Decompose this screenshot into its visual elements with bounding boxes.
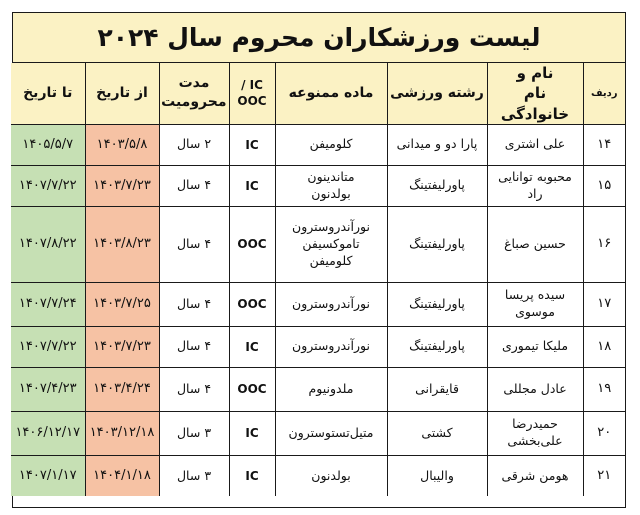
from-date-cell: ۱۴۰۳/۷/۲۳: [85, 326, 159, 367]
sport-cell: پاورلیفتینگ: [387, 282, 487, 326]
substance-cell-line: نورآندروسترون: [292, 295, 370, 311]
from-date-cell: ۱۴۰۳/۸/۲۳: [85, 206, 159, 282]
header-name-line-1: نام و: [516, 64, 554, 82]
substance-cell-line: بولدنون: [311, 467, 351, 483]
athlete-name-cell-line: حسین صباغ: [504, 235, 566, 251]
table-row: [11, 411, 625, 455]
table-row: [11, 326, 625, 367]
ban-duration-cell: ۴ سال: [159, 206, 229, 282]
ban-duration-cell: ۴ سال: [159, 326, 229, 367]
substance-cell: [275, 411, 387, 455]
table-row: [11, 282, 625, 326]
row-number-cell: ۱۷: [583, 282, 625, 326]
substance-cell: [275, 367, 387, 411]
header-duration-line-2: محرومیت: [161, 94, 227, 111]
substance-cell-line: نورآندروسترون: [292, 338, 370, 354]
to-date-cell: ۱۴۰۷/۴/۲۳: [11, 367, 85, 411]
substance-cell-line: نورآندروسترون: [292, 218, 370, 234]
athlete-name-cell-line: راد: [527, 185, 543, 201]
header-ic-ooc-line-2: OOC: [237, 94, 267, 109]
to-date-cell: ۱۴۰۷/۱/۱۷: [11, 455, 85, 496]
ban-duration-cell: ۴ سال: [159, 282, 229, 326]
athlete-name-cell: [487, 326, 583, 367]
row-number-cell: ۱۴: [583, 124, 625, 165]
athlete-name-cell: [487, 411, 583, 455]
substance-cell-line: کلومیفن: [309, 252, 353, 268]
substance-cell-line: ملدونیوم: [308, 380, 354, 396]
ic-ooc-cell: IC: [229, 165, 275, 206]
to-date-cell: ۱۴۰۷/۸/۲۲: [11, 206, 85, 282]
sport-cell: پاورلیفتینگ: [387, 326, 487, 367]
sport-cell: والیبال: [387, 455, 487, 496]
substance-cell-line: متاندینون: [307, 168, 355, 184]
ic-ooc-cell: IC: [229, 455, 275, 496]
substance-cell: [275, 124, 387, 165]
substance-cell: [275, 165, 387, 206]
athlete-name-cell: [487, 367, 583, 411]
ban-duration-cell: ۳ سال: [159, 455, 229, 496]
ic-ooc-cell: IC: [229, 411, 275, 455]
athlete-name-cell: [487, 206, 583, 282]
athlete-name-cell-line: محبوبه توانایی: [498, 168, 572, 184]
header-from-date: از تاریخ: [85, 63, 159, 124]
athlete-name-cell-line: علی‌بخشی: [507, 433, 563, 449]
athlete-name-cell-line: حمیدرضا: [512, 416, 558, 432]
ban-duration-cell: ۴ سال: [159, 367, 229, 411]
header-row: [11, 63, 625, 124]
athlete-name-cell-line: هومن شرقی: [501, 467, 569, 483]
substance-cell-line: کلومیفن: [309, 136, 353, 152]
sport-cell: پارا دو و میدانی: [387, 124, 487, 165]
athlete-name-cell: [487, 282, 583, 326]
row-number-cell: ۱۶: [583, 206, 625, 282]
header-to-date: تا تاریخ: [11, 63, 85, 124]
substance-cell-line: تاموکسیفن: [302, 235, 360, 251]
header-duration: [159, 63, 229, 124]
row-number-cell: ۱۹: [583, 367, 625, 411]
athlete-name-cell-line: ملیکا تیموری: [501, 338, 569, 354]
row-number-cell: ۲۰: [583, 411, 625, 455]
header-ic-ooc: [229, 63, 275, 124]
athlete-name-cell: [487, 165, 583, 206]
header-name-line-2: نام خانوادگی: [500, 84, 570, 123]
table-row: [11, 206, 625, 282]
banned-athletes-table: [11, 63, 625, 496]
ic-ooc-cell: IC: [229, 124, 275, 165]
substance-cell: [275, 455, 387, 496]
table-body: [11, 124, 625, 496]
sport-cell: کشتی: [387, 411, 487, 455]
sport-cell: قایقرانی: [387, 367, 487, 411]
ic-ooc-cell: IC: [229, 326, 275, 367]
ic-ooc-cell: OOC: [229, 206, 275, 282]
to-date-cell: ۱۴۰۷/۷/۲۲: [11, 165, 85, 206]
row-number-cell: ۱۵: [583, 165, 625, 206]
header-substance: ماده ممنوعه: [275, 63, 387, 124]
ban-duration-cell: ۲ سال: [159, 124, 229, 165]
athlete-name-cell: [487, 455, 583, 496]
from-date-cell: ۱۴۰۳/۵/۸: [85, 124, 159, 165]
ic-ooc-cell: OOC: [229, 367, 275, 411]
ban-duration-cell: ۳ سال: [159, 411, 229, 455]
from-date-cell: ۱۴۰۳/۷/۲۵: [85, 282, 159, 326]
athlete-name-cell-line: سیده پریسا: [504, 287, 566, 303]
athlete-name-cell-line: موسوی: [515, 304, 555, 320]
from-date-cell: ۱۴۰۳/۱۲/۱۸: [85, 411, 159, 455]
to-date-cell: ۱۴۰۷/۷/۲۴: [11, 282, 85, 326]
substance-cell-line: بولدنون: [311, 185, 351, 201]
ic-ooc-cell: OOC: [229, 282, 275, 326]
banned-athletes-table-frame: [12, 12, 626, 508]
athlete-name-cell-line: عادل مجللی: [503, 380, 567, 396]
from-date-cell: ۱۴۰۳/۷/۲۳: [85, 165, 159, 206]
header-sport: رشته ورزشی: [387, 63, 487, 124]
from-date-cell: ۱۴۰۳/۴/۲۴: [85, 367, 159, 411]
athlete-name-cell-line: علی اشتری: [504, 136, 566, 152]
sport-cell: پاورلیفتینگ: [387, 165, 487, 206]
substance-cell: [275, 282, 387, 326]
table-row: [11, 124, 625, 165]
sport-cell: پاورلیفتینگ: [387, 206, 487, 282]
table-title: لیست ورزشکاران محروم سال ۲۰۲۴: [13, 13, 625, 63]
header-name: [487, 63, 583, 124]
to-date-cell: ۱۴۰۵/۵/۷: [11, 124, 85, 165]
ban-duration-cell: ۴ سال: [159, 165, 229, 206]
table-row: [11, 455, 625, 496]
header-ic-ooc-line-1: IC /: [241, 78, 263, 93]
to-date-cell: ۱۴۰۷/۷/۲۲: [11, 326, 85, 367]
header-row-number: ردیف: [583, 63, 625, 124]
from-date-cell: ۱۴۰۴/۱/۱۸: [85, 455, 159, 496]
substance-cell: [275, 206, 387, 282]
table-row: [11, 165, 625, 206]
substance-cell: [275, 326, 387, 367]
table-row: [11, 367, 625, 411]
header-duration-line-1: مدت: [178, 75, 210, 92]
substance-cell-line: متیل‌تستوسترون: [288, 424, 374, 440]
to-date-cell: ۱۴۰۶/۱۲/۱۷: [11, 411, 85, 455]
row-number-cell: ۱۸: [583, 326, 625, 367]
athlete-name-cell: [487, 124, 583, 165]
row-number-cell: ۲۱: [583, 455, 625, 496]
